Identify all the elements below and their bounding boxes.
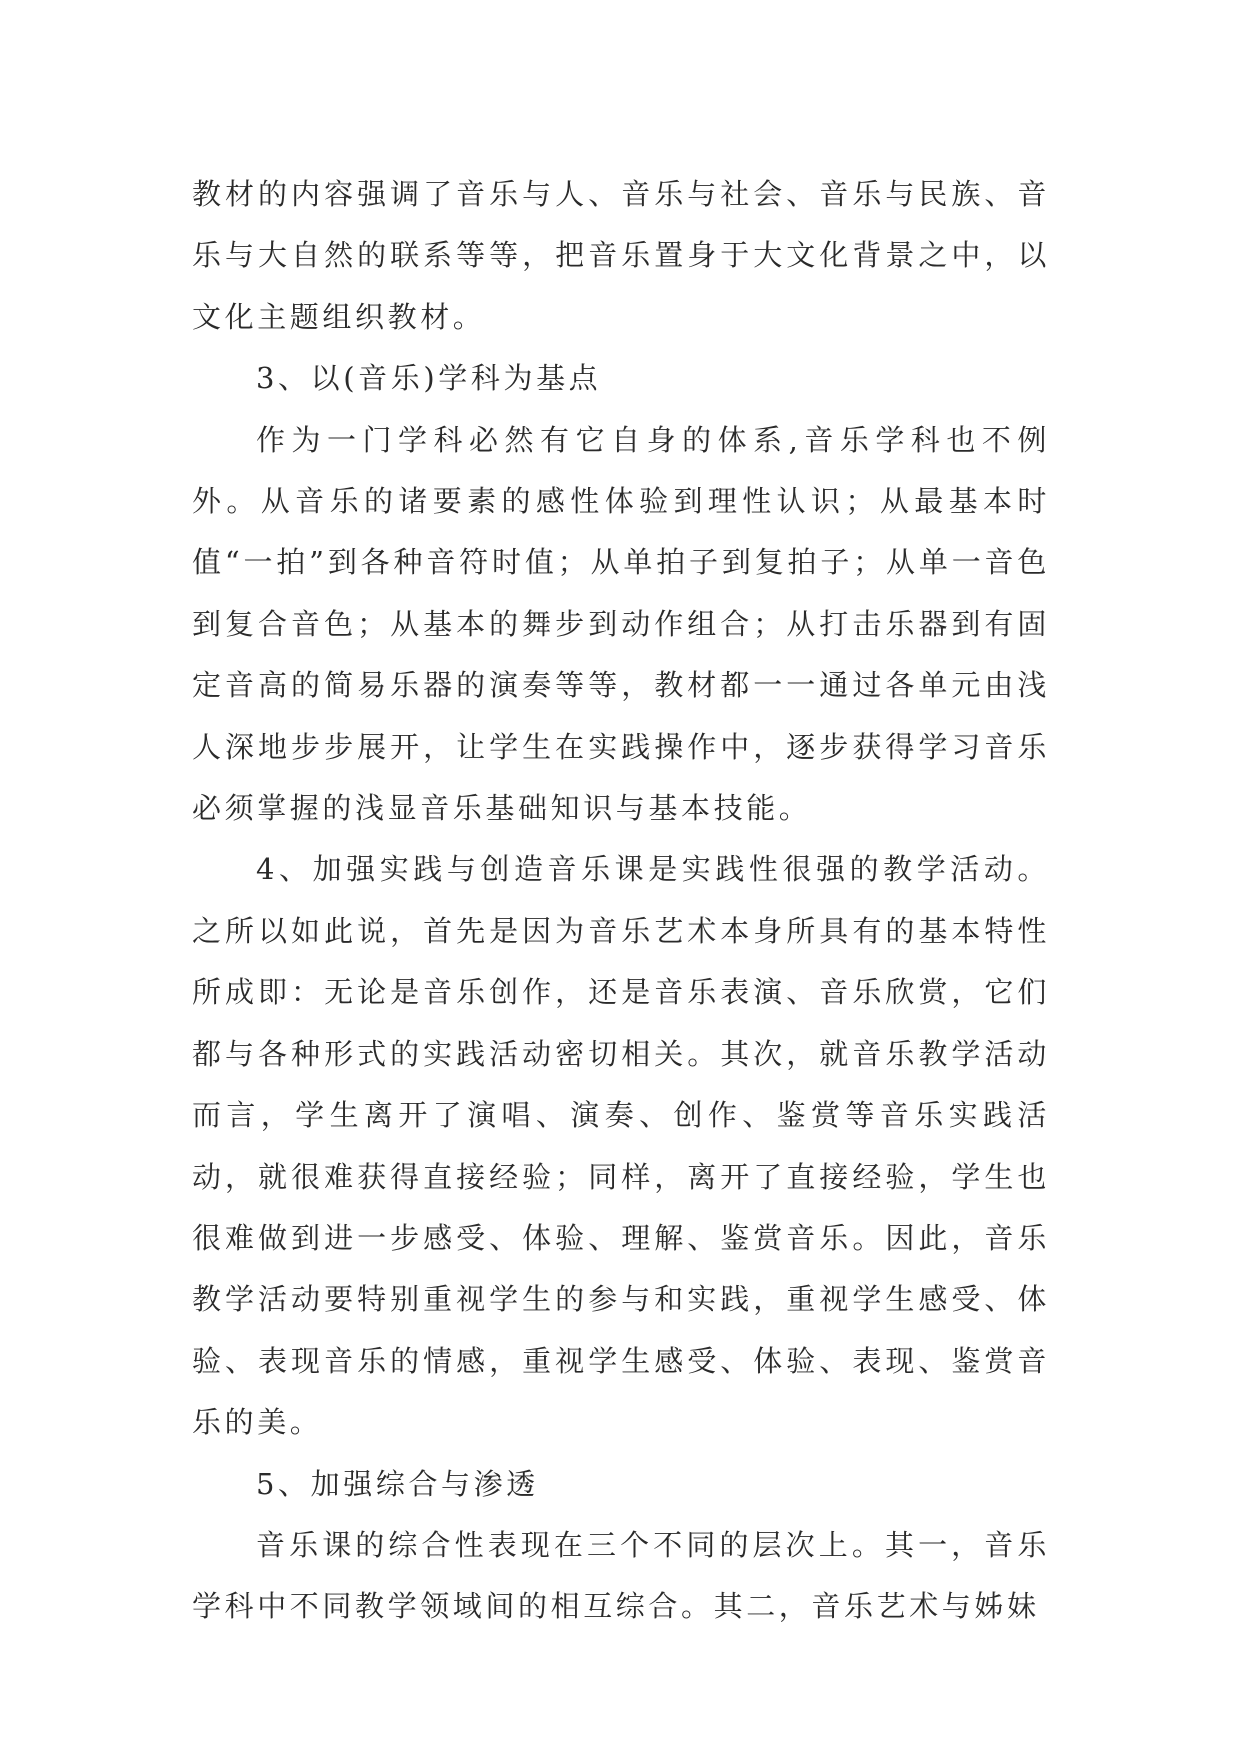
paragraph-discipline-system: 作为一门学科必然有它自身的体系,音乐学科也不例外。从音乐的诸要素的感性体验到理性认识；从最基本时值“一拍”到各种音符时值；从单拍子到复拍子；从单一音色到复合音色；从基本的舞步到动作组合；从打击乐器到有固定音高的简易乐器的演奏等等，教材都一一通过各单元由浅人深地步步展开，让学生在实践操作中，逐步获得学习音乐必须掌握的浅显音乐基础知识与基本技能。 <box>192 422 1050 826</box>
paragraph-integration: 音乐课的综合性表现在三个不同的层次上。其一，音乐学科中不同教学领域间的相互综合。其二，音乐艺术与姊妹 <box>192 1527 1050 1624</box>
paragraph-continuation: 教材的内容强调了音乐与人、音乐与社会、音乐与民族、音乐与大自然的联系等等，把音乐置身于大文化背景之中，以文化主题组织教材。 <box>192 177 1050 334</box>
document-body <box>192 164 1050 1638</box>
section-heading-4-practice: 4、加强实践与创造音乐课是实践性很强的教学活动。之所以如此说，首先是因为音乐艺术本身所具有的基本特性所成即：无论是音乐创作，还是音乐表演、音乐欣赏，它们都与各种形式的实践活动密切相关。其次，就音乐教学活动而言，学生离开了演唱、演奏、创作、鉴赏等音乐实践活动，就很难获得直接经验；同样，离开了直接经验，学生也很难做到进一步感受、体验、理解、鉴赏音乐。因此，音乐教学活动要特别重视学生的参与和实践，重视学生感受、体验、表现音乐的情感，重视学生感受、体验、表现、鉴赏音乐的美。 <box>192 852 1050 1440</box>
section-heading-5: 5、加强综合与渗透 <box>256 1466 539 1501</box>
section-heading-3: 3、以(音乐)学科为基点 <box>256 361 602 396</box>
